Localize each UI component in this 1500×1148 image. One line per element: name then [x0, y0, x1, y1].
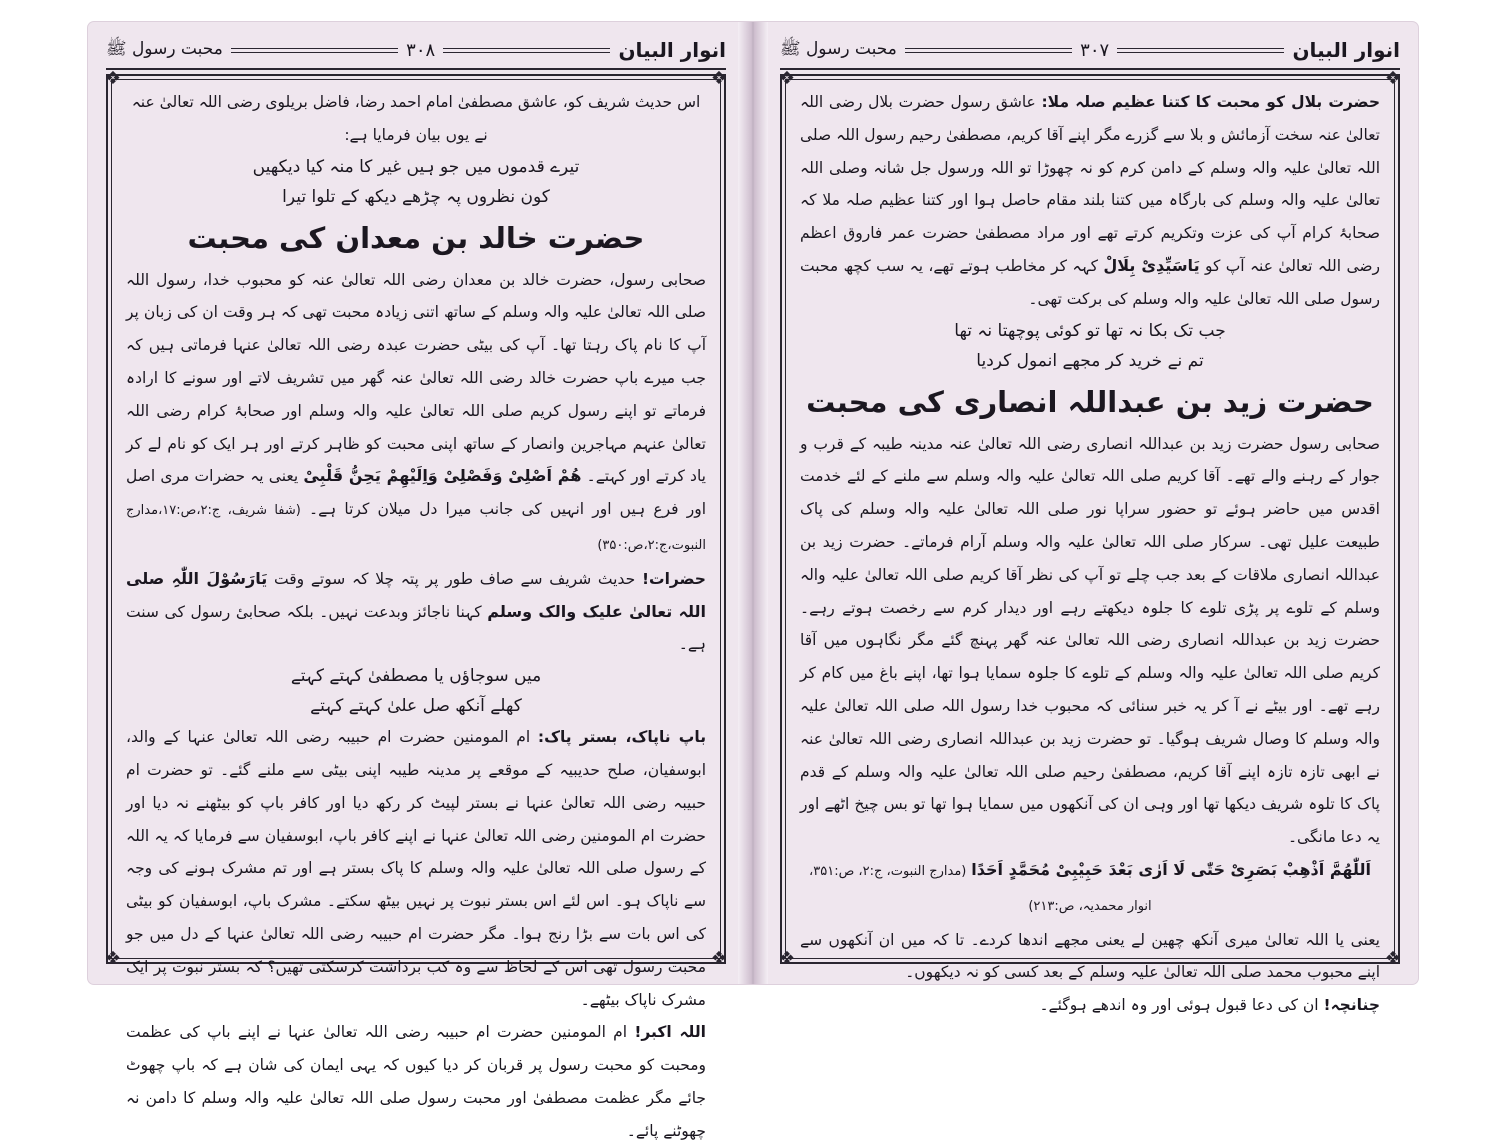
section-heading: حضرت زید بن عبداللہ انصاری کی محبت	[806, 384, 1374, 419]
left-page-header	[106, 32, 726, 70]
paragraph-text: ام المومنین حضرت ام حبیبہ رضی اللہ تعالیٰ عنہا نے اپنے باپ کی عظمت ومحبت کو محبت رسول پر قربان کر دیا کیوں کہ یہی ایمان کی شان ہے کہ باپ چھوٹ جائے مگر عظمت مصطفیٰ اور محبت رسول صلی اللہ تعالیٰ علیہ والہ وسلم کا دامن نہ چھوٹنے پائے۔	[126, 1023, 706, 1140]
header-rule	[905, 48, 1072, 53]
ornament-icon: ❖	[1384, 68, 1402, 89]
arabic-dua: اَللّٰھُمَّ اَذْھِبْ بَصَرِیْ حَتّٰی لَا اَرٰی بَعْدَ حَبِیْبِیْ مُحَمَّدٍ اَحَدًا	[971, 859, 1371, 879]
paragraph-text: کہہ کر مخاطب ہوتے تھے، یہ سب کچھ محبت رسول صلی اللہ تعالیٰ علیہ والہ وسلم کی برکت تھی۔	[800, 256, 1380, 308]
arabic-quote: یَاسَیِّدِیْ بِلَالْ	[1103, 255, 1200, 275]
right-page-content	[800, 86, 1381, 1015]
paragraph-text: عاشق رسول حضرت بلال رضی اللہ تعالیٰ عنہ سخت آزمائش و بلا سے گزرے مگر اپنے آقا کریم، مصطفیٰ رحیم رسول اللہ صلی اللہ تعالیٰ علیہ والہ وسلم کے دامن کرم کو نہ چھوڑا تو اللہ ورسول جل شانہ وصلی اللہ تعالیٰ علیہ والہ وسلم کی بارگاہ میں کتنا بلند مقام حاصل ہوا اور کتنا عظیم صلہ ملا کہ صحابۂ کرام آپ کی عزت وتکریم کرتے تھے اور مراد مصطفیٰ حضرت عمر فاروق اعظم رضی اللہ تعالیٰ عنہ آپ کو	[800, 93, 1381, 275]
paragraph-text: صحابی رسول، حضرت خالد بن معدان رضی اللہ تعالیٰ عنہ کو محبوب خدا، رسول اللہ صلی اللہ تعالیٰ علیہ والہ وسلم کے ساتھ اتنی زیادہ محبت تھی کہ ہر وقت ان کی زبان پر آپ کا نام پاک رہتا تھا۔ آپ کی بیٹی حضرت عبدہ رضی اللہ تعالیٰ عنہا فرماتی ہیں کہ جب میرے باپ حضرت خالد رضی اللہ تعالیٰ عنہ گھر میں تشریف لاتے اور سونے کا ارادہ فرماتے تو اپنے رسول کریم صلی اللہ تعالیٰ علیہ والہ وسلم اور صحابۂ کرام رضی اللہ تعالیٰ عنہم مہاجرین وانصار کے ساتھ اپنی محبت کو ظاہر کرتے اور ہر ایک کو نام لے کر یاد کرتے اور کہتے۔	[126, 270, 706, 486]
right-header-chapter: محبت رسول ﷺ	[780, 38, 897, 59]
paragraph-text: ان کی دعا قبول ہوئی اور وہ اندھے ہوگئے۔	[1039, 996, 1319, 1015]
paragraph-text: کہنا ناجائز وبدعت نہیں۔ بلکہ صحابیٔ رسول کی سنت ہے۔	[126, 602, 706, 654]
couplet-line: کون نظروں پہ چڑھے دیکھ کے تلوا تیرا	[282, 186, 550, 207]
paragraph-lead: اللہ اکبر!	[634, 1023, 706, 1042]
ornament-icon: ❖	[1384, 948, 1402, 969]
left-page-frame	[104, 68, 728, 1140]
right-header-book-title: انوار البیان	[1292, 38, 1400, 62]
paragraph	[800, 86, 1380, 316]
couplet	[800, 316, 1380, 376]
arabic-quote: ھُمْ اَصْلِیْ وَفَصْلِیْ وَاِلَیْھِمْ یَحِنُّ قَلْبِیْ	[303, 466, 582, 486]
header-rule	[443, 48, 610, 53]
ornament-icon: ❖	[710, 68, 728, 89]
left-page-number: ۳۰۸	[406, 39, 436, 61]
couplet-line: کھلے آنکھ صل علیٰ کہتے کہتے	[310, 696, 522, 717]
right-page-frame	[778, 68, 1402, 1015]
paragraph	[800, 924, 1380, 990]
paragraph	[126, 563, 706, 661]
ornament-icon: ❖	[778, 948, 796, 969]
header-rule	[231, 48, 398, 53]
ornament-icon: ❖	[104, 948, 122, 969]
arabic-quote: یَارَسُوْلَ اللّٰہِ صلی اللہ تعالیٰ علیک والک وسلم	[126, 568, 706, 621]
paragraph-text: یعنی یا اللہ تعالیٰ میری آنکھ چھین لے یعنی مجھے اندھا کردے۔ تا کہ میں ان آنکھوں سے اپنے محبوب محمد صلی اللہ تعالیٰ علیہ وسلم کے بعد کسی کو نہ دیکھوں۔	[800, 930, 1380, 982]
paragraph-text: یعنی یہ حضرات مری اصل اور فرع ہیں اور انہیں کی جانب میرا دل میلان کرتا ہے۔	[126, 467, 707, 519]
intro-line: اس حدیث شریف کو، عاشق مصطفیٰ امام احمد رضا، فاضل بریلوی رضی اللہ تعالیٰ عنہ نے یوں بیان فرمایا ہے:	[131, 93, 701, 144]
dua	[800, 854, 1380, 924]
paragraph-text: ام المومنین حضرت ام حبیبہ رضی اللہ تعالیٰ عنہا کے والد، ابوسفیان، صلح حدیبیہ کے موقعے پر مدینہ طیبہ اپنی بیٹی سے ملنے گئے۔ تو حضرت ام حبیبہ رضی اللہ تعالیٰ عنہا نے بستر لپیٹ کر رکھ دیا اور کافر باپ کو بیٹھنے نہ دیا اور حضرت ام المومنین رضی اللہ تعالیٰ عنہا نے اپنے کافر باپ، ابوسفیان سے فرمایا کہ یہ اللہ کے رسول صلی اللہ تعالیٰ علیہ والہ وسلم کا پاک بستر ہے اور تم مشرک ہونے کی وجہ سے ناپاک ہو۔ اس لئے اس بستر نبوت پر نہیں بیٹھ سکتے۔ مشرک باپ، ابوسفیان کو بیٹی کی اس بات سے بڑا رنج ہوا۔ مگر حضرت ام حبیبہ رضی اللہ تعالیٰ عنہا کے دل میں جو محبت رسول تھی اس کے لحاظ سے وہ کب برداشت کرسکتی تھیں؟ کہ بستر نبوت پر ایک مشرک ناپاک بیٹھے۔	[126, 728, 706, 1009]
couplet-line: میں سوجاؤں یا مصطفیٰ کہتے کہتے	[290, 666, 542, 687]
couplet-line: تیرے قدموں میں جو ہیں غیر کا منہ کیا دیکھیں	[252, 156, 580, 177]
citation: (مدارج النبوت، ج:۲، ص:۳۵۱، انوار محمدیہ، ص:۲۱۳)	[809, 863, 1152, 914]
right-page-number: ۳۰۷	[1080, 39, 1110, 61]
ornament-icon: ❖	[778, 68, 796, 89]
ornament-icon: ❖	[104, 68, 122, 89]
citation: (شفا شریف، ج:۲،ص:۱۷،مدارج النبوت،ج:۲،ص:۳۵۰)	[126, 503, 706, 553]
couplet	[126, 152, 706, 212]
paragraph-lead: چنانچہ!	[1323, 996, 1380, 1015]
paragraph-lead: حضرت بلال کو محبت کا کتنا عظیم صلہ ملا:	[1041, 93, 1381, 111]
right-page	[770, 28, 1410, 1015]
paragraph-text: حدیث شریف سے صاف طور پر پتہ چلا کہ سوتے وقت	[273, 569, 636, 588]
book-gutter	[738, 22, 768, 984]
header-rule	[1117, 48, 1284, 53]
left-page-content	[126, 86, 707, 1140]
couplet-line: تم نے خرید کر مجھے انمول کردیا	[976, 350, 1204, 371]
left-header-book-title: انوار البیان	[618, 38, 726, 62]
ornament-icon: ❖	[710, 948, 728, 969]
paragraph-lead: باپ ناپاک، بستر پاک:	[537, 728, 707, 747]
paragraph-text: صحابی رسول حضرت زید بن عبداللہ انصاری رضی اللہ تعالیٰ عنہ مدینہ طیبہ کے قرب و جوار کے رہنے والے تھے۔ آقا کریم صلی اللہ تعالیٰ علیہ والہ وسلم سے ملنے کے لئے خدمت اقدس میں حاضر ہوئے تو حضور سراپا نور صلی اللہ تعالیٰ علیہ والہ وسلم کی پاک طبیعت علیل تھی۔ سرکار صلی اللہ تعالیٰ علیہ والہ وسلم آرام فرماتے۔ حضرت زید بن عبداللہ انصاری ملاقات کے بعد جب چلے تو آپ کی نظر آقا کریم صلی اللہ تعالیٰ علیہ والہ وسلم کے تلوے پر پڑی تلوے کا جلوہ دیکھتے رہے اور دیدار کرم سے رخصت ہوتے رہے۔ حضرت زید بن عبداللہ انصاری رضی اللہ تعالیٰ عنہ گھر پہنچ گئے مگر نگاہوں میں آقا کریم صلی اللہ تعالیٰ علیہ والہ وسلم کے تلوے کا جلوہ سمایا ہوا تھا، اپنے باغ میں کام کر رہے تھے۔ اور بیٹے نے آ کر یہ خبر سنائی کہ محبوب خدا رسول اللہ صلی اللہ تعالیٰ علیہ والہ وسلم کا وصال شریف ہوگیا۔ تو حضرت زید بن عبداللہ انصاری رضی اللہ تعالیٰ عنہ نے ابھی تازہ تازہ اپنے آقا کریم، مصطفیٰ رحیم صلی اللہ تعالیٰ علیہ والہ وسلم کے قدم پاک کا تلوہ شریف دیکھا تھا اور وہی ان کی آنکھوں میں سمایا ہوا تھا تو بس چیخ اٹھے اور یہ دعا مانگی۔	[800, 434, 1380, 847]
paragraph	[126, 1016, 706, 1147]
left-header-chapter: محبت رسول ﷺ	[106, 38, 223, 59]
left-page	[96, 28, 736, 1140]
paragraph	[800, 428, 1380, 854]
right-page-header	[780, 32, 1400, 70]
paragraph	[800, 989, 1380, 1022]
couplet-line: جب تک بکا نہ تھا تو کوئی پوچھتا نہ تھا	[954, 320, 1226, 341]
paragraph	[126, 264, 706, 563]
paragraph	[126, 721, 706, 1016]
couplet	[126, 661, 706, 721]
paragraph-lead: حضرات!	[641, 569, 706, 588]
section-heading: حضرت خالد بن معدان کی محبت	[187, 220, 645, 255]
